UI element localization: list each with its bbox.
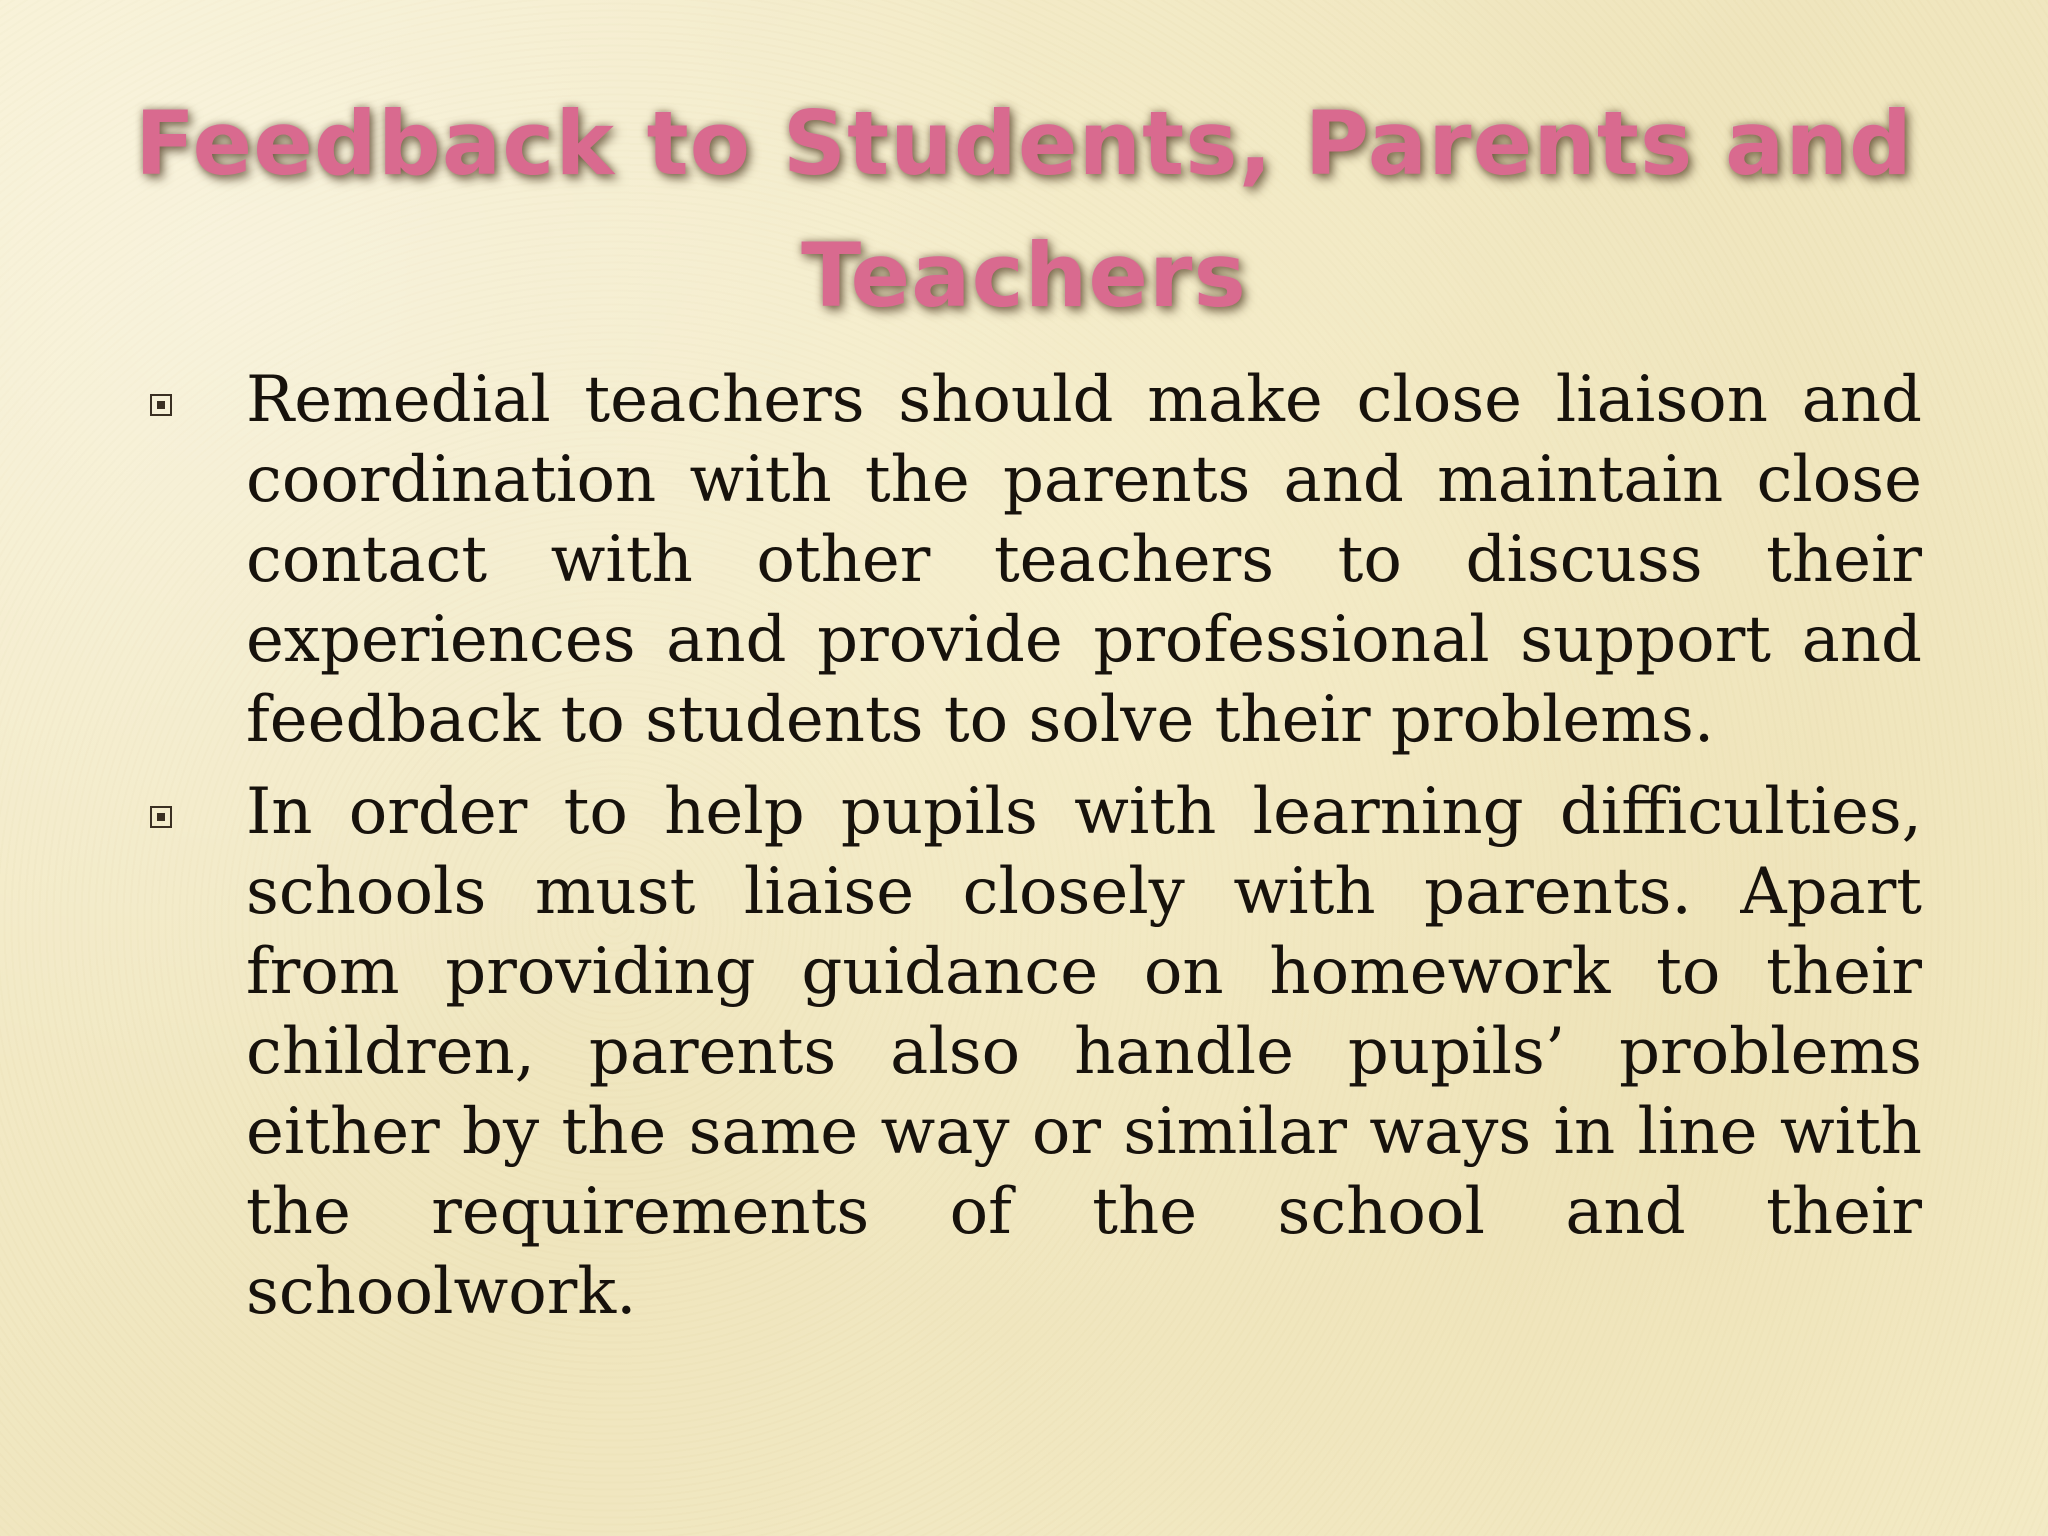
bullet-text: Remedial teachers should make close liaison and coordination with the parents and maintain close contact with other teachers to discuss their experiences and provide professional support and feedback to students to solve their problems. [246, 363, 1922, 757]
bullet-list [150, 360, 1922, 1344]
square-bullet-icon [150, 394, 172, 416]
square-bullet-icon [150, 806, 172, 828]
slide-title: Feedback to Students, Parents and Teachers [134, 92, 1914, 327]
bullet-text: In order to help pupils with learning difficulties, schools must liaise closely with parents. Apart from providing guidance on homework to their children, parents also handle pupils’ problems either by the same way or similar ways in line with the requirements of the school and their schoolwork. [246, 775, 1922, 1329]
bullet-item [150, 772, 1922, 1332]
bullet-item [150, 360, 1922, 760]
